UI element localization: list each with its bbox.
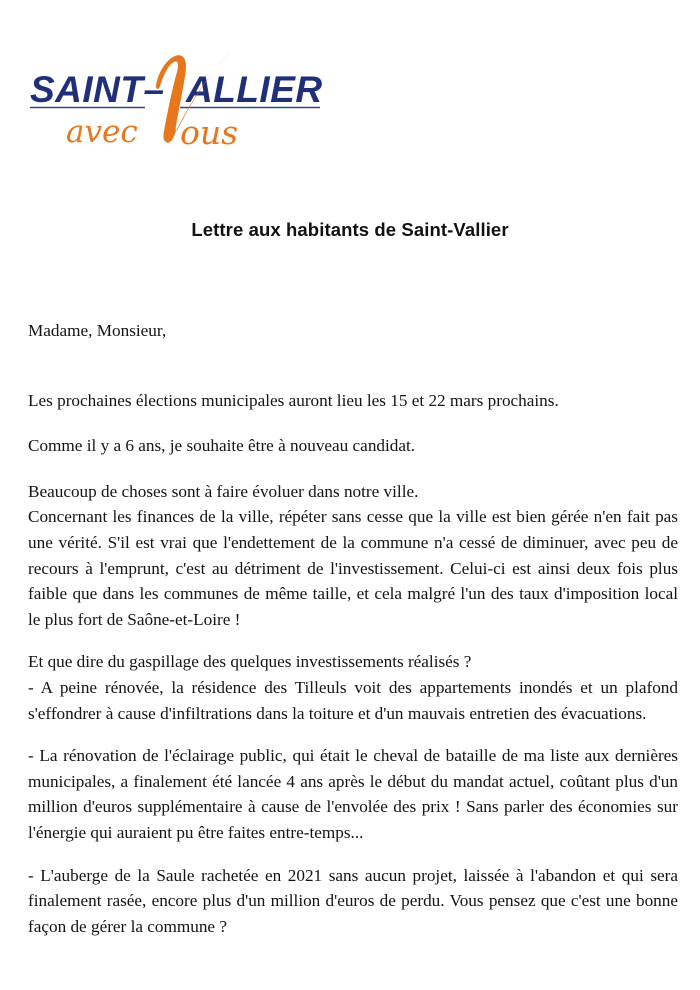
letter-paragraph-finances: Concernant les finances de la ville, répéter sans cesse que la ville est bien gérée n'en fait pas une vérité. S'il est vrai que l'endettement de la commune n'a cessé de diminuer, avec peu de recours à l'emprunt, c'est au détriment de l'investissement. Celui-ci est ainsi deux fois plus faible que dans les communes de même taille, et cela malgré l'un des taux d'imposition local le plus fort de Saône-et-Loire ! <box>28 507 678 629</box>
spacer <box>28 632 678 649</box>
letter-paragraph-intro-evolution: Beaucoup de choses sont à faire évoluer dans notre ville. <box>28 481 419 501</box>
spacer <box>28 344 678 388</box>
saint-vallier-logo <box>28 52 328 152</box>
logo-allier-text: ALLIER <box>186 69 323 110</box>
spacer <box>28 846 678 863</box>
letter-paragraph-elections: Les prochaines élections municipales auront lieu les 15 et 22 mars prochains. <box>28 390 559 410</box>
logo-artwork <box>28 52 328 152</box>
logo-vous-text: ous <box>180 113 239 152</box>
letter-paragraph-tilleuls: - A peine rénovée, la résidence des Tilleuls voit des appartements inondés et un plafond s'effondrer à cause d'infiltrations dans la toiture et d'un mauvais entretien des évacuations. <box>28 677 678 723</box>
page-title: Lettre aux habitants de Saint-Vallier <box>191 219 509 241</box>
letter-paragraph-eclairage-public: - La rénovation de l'éclairage public, qui était le cheval de bataille de ma liste aux dernières municipales, a finalement été lancée 4 ans après le début du mandat actuel, coûtant plus d'un million d'euros supplémentaire à cause de l'envolée des prix ! Sans parler des économies sur l'énergie qui auraient pu être faites entre-temps... <box>28 746 678 842</box>
spacer <box>28 413 678 433</box>
logo-saint-text: SAINT– <box>30 69 165 110</box>
spacer <box>28 726 678 743</box>
logo-avec-text: avec <box>66 114 138 150</box>
letter-paragraph-auberge-saule: - L'auberge de la Saule rachetée en 2021 sans aucun projet, laissée à l'abandon et qui sera finalement rasée, encore plus d'un million d'euros de perdu. Vous pensez que c'est une bonne façon de gérer la commune ? <box>28 865 678 936</box>
letter-paragraph-candidature: Comme il y a 6 ans, je souhaite être à nouveau candidat. <box>28 436 416 456</box>
letter-body <box>28 318 678 939</box>
spacer <box>28 459 678 479</box>
letter-paragraph-gaspillage-question: Et que dire du gaspillage des quelques investissements réalisés ? <box>28 652 472 672</box>
letter-salutation: Madame, Monsieur, <box>28 321 167 340</box>
